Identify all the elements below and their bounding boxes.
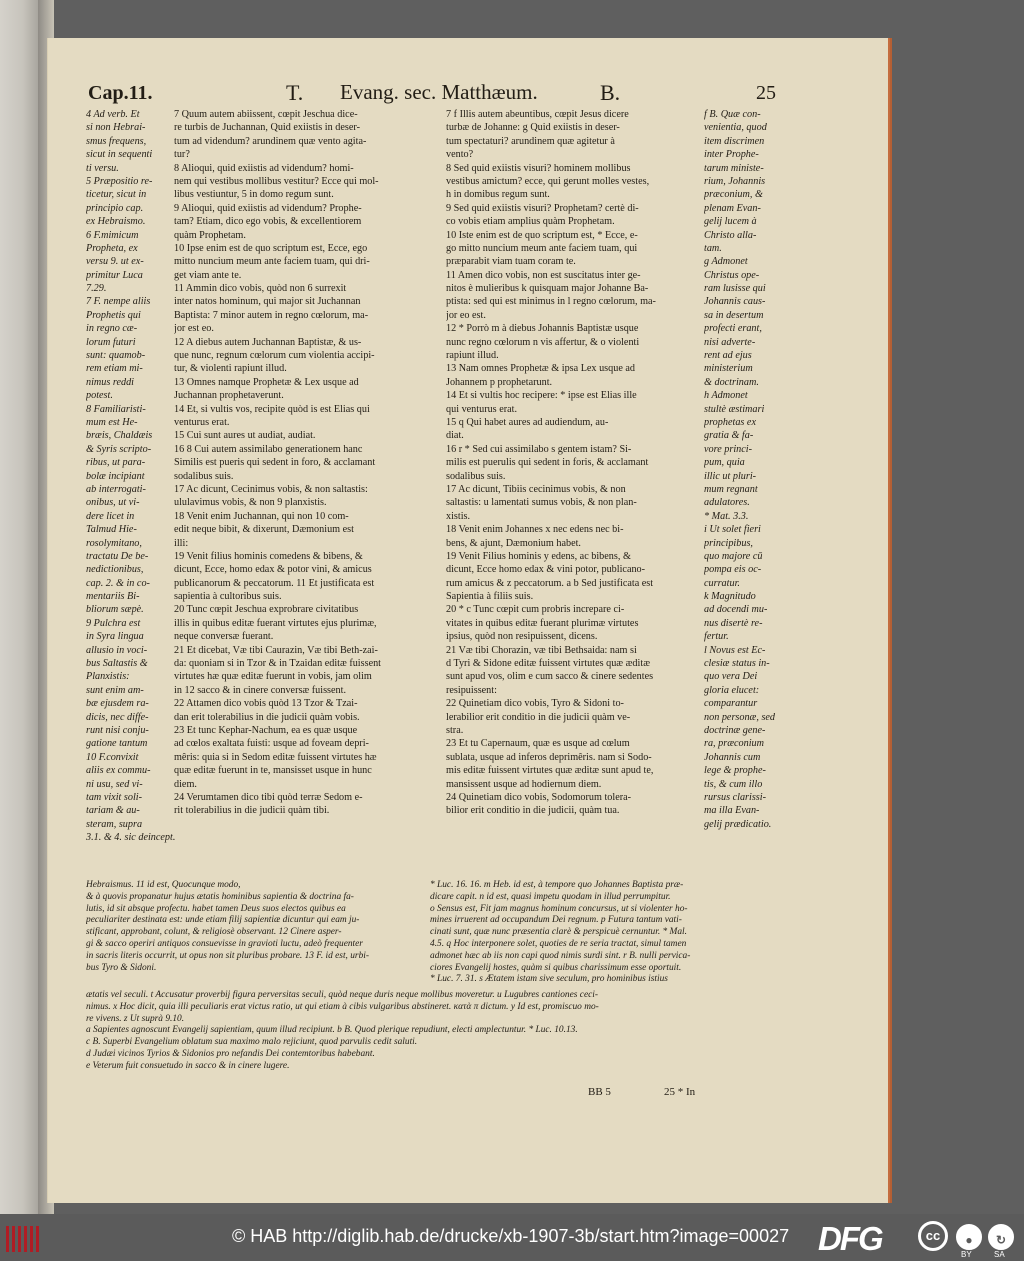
- margin-note-line: Johannis cum: [704, 751, 761, 763]
- margin-note-line: 5 Præpositio re-: [86, 175, 153, 187]
- text-line: 9 Alioqui, quid exiistis ad videndum? Prophe-: [174, 202, 362, 214]
- footnote-line: & à quovis propanatur hujus ætatis hominibus sapientia & doctrina fa-: [86, 891, 354, 902]
- running-head-right-letter: B.: [600, 80, 621, 105]
- text-line: vestibus amictum? ecce, qui gerunt molles vestes,: [446, 175, 650, 187]
- text-line: turbæ de Johanne: g Quid exiistis in deser-: [446, 122, 620, 134]
- text-line: illi:: [174, 537, 189, 549]
- text-line: inter natos hominum, qui major sit Juchannan: [174, 296, 361, 308]
- margin-note-line: tis, & cum illo: [704, 778, 763, 790]
- margin-note-line: in regno cæ-: [86, 323, 138, 335]
- text-line: tum spectaturi? arundinem quæ agitetur à: [446, 135, 615, 147]
- text-line: sublata, usque ad inferos deprimêris. nam si Sodo-: [446, 751, 652, 763]
- text-line: neque conversæ fuerant.: [174, 631, 274, 643]
- margin-note-line: Christo alla-: [704, 229, 757, 241]
- margin-note-line: nimus reddi: [86, 376, 135, 388]
- margin-note-line: vore princi-: [704, 443, 752, 455]
- margin-note-line: pum, quia: [704, 457, 745, 469]
- margin-note-line: si non Hebrai-: [86, 122, 146, 134]
- margin-note-line: inter Prophe-: [704, 149, 759, 161]
- text-line: 19 Venit filius hominis comedens & bibens, &: [174, 550, 363, 562]
- margin-note-line: fertur.: [704, 631, 729, 643]
- margin-note-line: sunt: quamob-: [86, 350, 146, 362]
- footnotes-left: [86, 880, 452, 974]
- margin-note-line: f B. Quæ con-: [704, 109, 761, 120]
- text-line: d Tyri & Sidone editæ fuissent virtutes quæ æditæ: [446, 658, 650, 670]
- margin-note-line: nus disertè re-: [704, 617, 763, 629]
- margin-note-line: rursus clarissi-: [704, 791, 766, 803]
- margin-note-line: item discrimen: [704, 135, 765, 147]
- margin-note-line: primitur Luca: [86, 269, 143, 281]
- text-line: nitos è mulieribus k quisquam major Johanne Ba-: [446, 283, 649, 295]
- text-line: 8 Sed quid exiistis visuri? hominem mollibus: [446, 162, 631, 174]
- text-line: 13 Omnes namque Prophetæ & Lex usque ad: [174, 376, 359, 388]
- running-head-title: Evang. sec. Matthæum.: [340, 80, 538, 104]
- text-line: go mitto nuncium meum ante faciem tuam, qui: [446, 242, 638, 254]
- footnote-line: nimus. x Hoc dicit, quia illi peculiaris erat victus ratio, ut qui etiam à cibis vulgaribus abstineret. κατὰ π dictum. y Id est, promiscuo mo-: [86, 1001, 599, 1012]
- margin-note-line: runt nisi conju-: [86, 724, 149, 736]
- margin-note-line: nisi adverte-: [704, 336, 756, 348]
- left-margin-notes: [86, 108, 178, 844]
- page-number: 25: [756, 82, 776, 104]
- margin-note-line: ministerium: [704, 363, 753, 375]
- text-line: ad cœlos exaltata fuisti: usque ad foveam depri-: [174, 738, 369, 750]
- footnote-line: peculiariter destinata est: unde etiam filij sapientiæ dicuntur qui eam ju-: [86, 915, 360, 926]
- text-line: stra.: [446, 724, 464, 736]
- text-line: tur, & violenti rapiunt illud.: [174, 363, 287, 375]
- margin-note-line: ex Hebraismo.: [86, 216, 146, 228]
- text-line: co vobis etiam amplius quàm Prophetam.: [446, 216, 615, 228]
- margin-note-line: 4 Ad verb. Et: [86, 109, 140, 120]
- text-line: resipuissent:: [446, 684, 497, 696]
- text-line: tur?: [174, 149, 190, 161]
- margin-note-line: 6 F.mimicum: [86, 229, 139, 241]
- margin-note-line: 9 Pulchra est: [86, 617, 141, 629]
- margin-note-line: dicis, nec diffe-: [86, 711, 149, 723]
- text-line: Johannem p prophetarunt.: [446, 376, 553, 388]
- margin-note-line: rium, Johannis: [704, 175, 766, 187]
- footnote-line: * Luc. 16. 16. m Heb. id est, à tempore quo Johannes Baptista præ-: [430, 880, 684, 890]
- text-line: dan erit tolerabilius in die judicii quàm vobis.: [174, 711, 360, 723]
- text-line: 17 Ac dicunt, Tibiis cecinimus vobis, & non: [446, 483, 626, 495]
- text-line: jor est eo.: [174, 323, 214, 335]
- footer-bar: [0, 1214, 1024, 1261]
- text-line: 23 Et tunc Kephar-Nachum, ea es quæ usque: [174, 724, 358, 736]
- text-line: rit tolerabilius in die judicii quàm tibi.: [174, 805, 330, 817]
- margin-note-line: tariam & au-: [86, 805, 140, 817]
- footnote-line: cinati sunt, quæ nunc præsentia clarè & perspicuè cernuntur. * Mal.: [430, 927, 688, 938]
- text-line: 11 Ammin dico vobis, quòd non 6 surrexit: [174, 283, 347, 295]
- text-line: 10 Ipse enim est de quo scriptum est, Ecce, ego: [174, 242, 368, 254]
- text-line: mansissent usque ad hodiernum diem.: [446, 778, 602, 790]
- text-line: ipsius, quòd non resipuissent, dicens.: [446, 631, 598, 643]
- share-alike-icon: ↻: [988, 1224, 1014, 1250]
- margin-note-line: mum est He-: [86, 416, 138, 428]
- text-line: get viam ante te.: [174, 269, 242, 281]
- margin-note-line: bræis, Chaldæis: [86, 430, 153, 442]
- catchword: 25 * In: [664, 1086, 696, 1098]
- margin-note-line: potest.: [86, 390, 113, 402]
- margin-note-line: ra, præconium: [704, 738, 764, 750]
- creative-commons-icon: cc: [918, 1221, 948, 1251]
- footnote-line: re vivens. z Ut suprà 9.10.: [86, 1013, 185, 1024]
- text-line: virtutes hæ quæ editæ fuerunt in vobis, jam olim: [174, 671, 372, 683]
- margin-note-line: 8 Familiaristi-: [86, 403, 146, 415]
- margin-note-line: bolæ incipiant: [86, 470, 145, 482]
- margin-note-line: quo majore cū: [704, 550, 763, 562]
- text-line: quæ editæ fuerunt in te, mansisset usque in hunc: [174, 765, 372, 777]
- text-line: 16 r * Sed cui assimilabo s gentem istam? Si-: [446, 443, 632, 455]
- hab-logo-icon: [6, 1226, 46, 1252]
- margin-note-line: smus frequens,: [86, 135, 147, 147]
- footnote-line: ciores Evangelij hostes, quàm si quibus charissimum esse oportuit.: [430, 962, 682, 973]
- text-line: 17 Ac dicunt, Cecinimus vobis, & non saltastis:: [174, 483, 368, 495]
- footnote-line: admonet hæc ab iis non capi quod nimis surdi sint. r B. nulli pervica-: [430, 950, 691, 961]
- text-line: jor eo est.: [446, 309, 486, 321]
- footnote-line: mines irruerent ad occupandum Dei regnum. p Futura tantum vati-: [430, 915, 682, 926]
- margin-note-line: præconium, &: [704, 189, 763, 201]
- dfg-logo: DFG: [818, 1220, 882, 1257]
- margin-note-line: 10 F.convixit: [86, 751, 139, 763]
- margin-note-line: plenam Evan-: [704, 202, 761, 214]
- text-line: 12 * Porrò m à diebus Johannis Baptistæ usque: [446, 323, 639, 335]
- text-line: sunt apud vos, olim e cum sacco & cinere sedentes: [446, 671, 654, 683]
- text-line: dicunt, Ecce, homo edax & potor vini, & amicus: [174, 564, 372, 576]
- text-line: 12 A diebus autem Juchannan Baptistæ, & us-: [174, 336, 362, 348]
- margin-note-line: bus Saltastis &: [86, 658, 148, 670]
- margin-note-line: i Ut solet fieri: [704, 524, 761, 536]
- footnote-line: stificant, approbant, colunt, & religiosè observant. 12 Cinere asper-: [86, 927, 342, 938]
- text-line: 16 8 Cui autem assimilabo generationem hanc: [174, 443, 363, 455]
- text-line: Sapientia à filiis suis.: [446, 591, 534, 603]
- footnote-line: in sacris literis occurrit, ut opus non sit pluribus probare. 13 F. id est, urbi-: [86, 950, 369, 961]
- footnote-line: o Sensus est, Fit jam magnus hominum concursus, ut si violenter ho-: [430, 903, 688, 914]
- text-line: qui venturus erat.: [446, 403, 518, 415]
- margin-note-line: sunt enim am-: [86, 684, 144, 696]
- margin-note-line: principio cap.: [86, 202, 144, 214]
- margin-note-line: & doctrinam.: [704, 376, 759, 388]
- margin-note-line: Propheta, ex: [86, 242, 138, 254]
- text-line: dicunt, Ecce homo edax & vini potor, publicano-: [446, 564, 646, 576]
- previous-page-edge: [0, 0, 38, 1214]
- footnote-line: Hebraismus. 11 id est, Quocunque modo,: [86, 880, 241, 890]
- text-line: quàm Prophetam.: [174, 229, 246, 241]
- text-line: lerabilior erit conditio in die judicii quàm ve-: [446, 711, 631, 723]
- margin-note-line: gelij lucem à: [704, 216, 757, 228]
- footnotes-bottom: [86, 990, 846, 1073]
- text-line: 10 Iste enim est de quo scriptum est, * Ecce, e-: [446, 229, 638, 241]
- text-line: præparabit viam tuam coram te.: [446, 256, 576, 268]
- text-line: tam? Etiam, dico ego vobis, & excellentiorem: [174, 216, 362, 228]
- margin-note-line: Planxistis:: [86, 671, 130, 683]
- margin-note-line: ab interrogati-: [86, 483, 146, 495]
- text-line: vento?: [446, 149, 474, 161]
- by-attribution-icon: ●: [956, 1224, 982, 1250]
- text-line: 20 * c Tunc cœpit cum probris increpare ci-: [446, 604, 625, 616]
- footnote-line: e Veterum fuit consuetudo in sacco & in cinere lugere.: [86, 1060, 290, 1071]
- margin-note-line: lorum futuri: [86, 336, 136, 348]
- margin-note-line: ram lusisse qui: [704, 283, 766, 295]
- text-line: da: quoniam si in Tzor & in Tzaidan editæ fuissent: [174, 658, 382, 670]
- footnote-line: d Judæi vicinos Tyrios & Sidonios pro nefandis Dei contemtoribus habebant.: [86, 1048, 375, 1059]
- margin-note-line: venientia, quod: [704, 122, 767, 134]
- text-line: re turbis de Juchannan, Quid exiistis in deser-: [174, 122, 360, 134]
- chapter-heading: Cap.11.: [88, 82, 153, 104]
- footnote-line: * Luc. 7. 31. s Ætatem istam sive seculum, pro hominibus istius: [430, 974, 668, 985]
- margin-note-line: gelij prædicatio.: [704, 818, 772, 830]
- margin-note-line: l Novus est Ec-: [704, 644, 766, 656]
- text-line: sodalibus suis.: [174, 470, 234, 482]
- text-line: diat.: [446, 430, 464, 442]
- text-line: 19 Venit Filius hominis y edens, ac bibens, &: [446, 550, 631, 562]
- footnote-line: c B. Superbi Evangelium oblatum sua maximo malo rejiciunt, quod parvulis cedit saluti.: [86, 1037, 418, 1048]
- text-line: 15 Cui sunt aures ut audiat, audiat.: [174, 430, 316, 442]
- margin-note-line: ribus, ut para-: [86, 457, 146, 469]
- margin-note-line: tam vixit soli-: [86, 791, 143, 803]
- margin-note-line: Christus ope-: [704, 269, 760, 281]
- margin-note-line: g Admonet: [704, 256, 748, 268]
- margin-note-line: tam.: [704, 242, 722, 254]
- margin-note-line: nedictionibus,: [86, 564, 144, 576]
- text-line: 9 Sed quid exiistis visuri? Prophetam? certè di-: [446, 202, 639, 214]
- margin-note-line: steram, supra: [86, 818, 143, 830]
- text-line: mis editæ fuissent virtutes quæ æditæ sunt apud te,: [446, 765, 654, 777]
- margin-note-line: adulatores.: [704, 497, 750, 509]
- margin-note-line: quo vera Dei: [704, 671, 758, 683]
- margin-note-line: sa in desertum: [704, 309, 764, 321]
- margin-note-line: principibus,: [704, 537, 753, 549]
- margin-note-line: Johannis caus-: [704, 296, 766, 308]
- margin-note-line: doctrinæ gene-: [704, 724, 766, 736]
- margin-note-line: 7 F. nempe aliis: [86, 296, 151, 308]
- text-line: ptista: sed qui est minimus in l regno cœlorum, ma-: [446, 296, 656, 308]
- text-line: 18 Venit enim Johannes x nec edens nec bi-: [446, 524, 624, 536]
- text-line: 24 Quinetiam dico vobis, Sodomorum tolera-: [446, 791, 632, 803]
- margin-note-line: tarum ministe-: [704, 162, 764, 174]
- footnote-line: dicare capit. n id est, quasi impetu quodam in illud perrumpitur.: [430, 891, 671, 902]
- text-line: 20 Tunc cœpit Jeschua exprobrare civitatibus: [174, 604, 359, 616]
- margin-note-line: ma illa Evan-: [704, 805, 760, 817]
- margin-note-line: illic ut pluri-: [704, 470, 757, 482]
- text-line: h in domibus regum sunt.: [446, 189, 550, 201]
- text-line: milis est puerulis qui sedent in foris, & acclamant: [446, 457, 649, 469]
- text-line: 15 q Qui habet aures ad audiendum, au-: [446, 416, 609, 428]
- text-line: 8 Alioqui, quid exiistis ad videndum? homi-: [174, 162, 354, 174]
- text-line: libus vestiuntur, 5 in domo regum sunt.: [174, 189, 334, 201]
- text-line: 21 Et dicebat, Væ tibi Caurazin, Væ tibi Beth-zai-: [174, 644, 378, 656]
- margin-note-line: k Magnitudo: [704, 591, 756, 603]
- text-line: nem qui vestibus mollibus vestitur? Ecce qui mol-: [174, 175, 379, 187]
- text-line: sapientia à cultoribus suis.: [174, 591, 282, 603]
- text-line: vitates in quibus editæ fuerant plurimæ virtutes: [446, 617, 639, 629]
- sa-label: SA: [994, 1250, 1005, 1259]
- footnote-line: 4.5. q Hoc interponere solet, quoties de re seria tractat, simul tamen: [430, 938, 687, 949]
- margin-note-line: 7.29.: [86, 283, 107, 295]
- text-line: nunc regno cœlorum n vis affertur, & o violenti: [446, 336, 640, 348]
- text-line: ululavimus vobis, & non 9 planxistis.: [174, 497, 327, 509]
- footnote-line: bus Tyro & Sidoni.: [86, 962, 157, 973]
- margin-note-line: sicut in sequenti: [86, 149, 153, 161]
- text-line: 14 Et, si vultis vos, recipite quòd is est Elias qui: [174, 403, 370, 415]
- text-line: Baptista: 7 minor autem in regno cœlorum, ma-: [174, 309, 369, 321]
- footnote-line: gi & sacco operiri antiquos consuevisse in gravioti luctu, adeò frequenter: [86, 938, 363, 949]
- text-line: que nunc, regnum cœlorum cum violentia accipi-: [174, 350, 375, 362]
- text-line: tum ad videndum? arundinem quæ vento agita-: [174, 135, 367, 147]
- margin-note-line: ni usu, sed vi-: [86, 778, 143, 790]
- text-line: publicanorum & peccatorum. 11 Et justificata est: [174, 577, 375, 589]
- footnote-line: a Sapientes agnoscunt Evangelij sapientiam, quum illud recipiunt. b B. Quod plerique repudiunt, electi amplectuntur. * Luc. 10.13.: [86, 1025, 578, 1036]
- text-line: edit neque bibit, & dixerunt, Dæmonium est: [174, 524, 354, 536]
- margin-note-line: prophetas ex: [704, 416, 756, 428]
- margin-note-line: h Admonet: [704, 390, 748, 402]
- margin-note-line: versu 9. ut ex-: [86, 256, 144, 268]
- text-line: Similis est pueris qui sedent in foro, & acclamant: [174, 457, 376, 469]
- margin-note-line: Talmud Hie-: [86, 524, 137, 536]
- margin-note-line: aliis ex commu-: [86, 765, 151, 777]
- margin-note-line: ad docendi mu-: [704, 604, 768, 616]
- margin-note-line: clesiæ status in-: [704, 658, 770, 670]
- text-line: bilior erit conditio in die judicii, quàm tua.: [446, 805, 620, 817]
- margin-note-line: non personæ, sed: [704, 711, 776, 723]
- margin-note-line: ticetur, sicut in: [86, 189, 147, 201]
- footnote-line: lutis, id sit absque profectu. habet tamen Deus suos electos quibus ea: [86, 903, 346, 914]
- signature-mark: BB 5: [588, 1086, 611, 1098]
- text-line: rapiunt illud.: [446, 350, 499, 362]
- right-margin-notes: [704, 108, 798, 831]
- text-line: sodalibus suis.: [446, 470, 506, 482]
- text-line: mêris: quia si in Sedom editæ fuissent virtutes hæ: [174, 751, 377, 763]
- text-line: illis in quibus editæ fuerant virtutes ejus plurimæ,: [174, 617, 377, 629]
- margin-note-line: curratur.: [704, 577, 740, 589]
- margin-note-line: profecti erant,: [704, 323, 762, 335]
- text-line: 7 Quum autem abiissent, cœpit Jeschua dice-: [174, 109, 358, 120]
- column-tremellius: [174, 108, 442, 818]
- running-head-left-letter: T.: [286, 80, 304, 105]
- book-page: [48, 38, 888, 1203]
- margin-note-line: gloria elucet:: [704, 684, 760, 696]
- margin-note-line: gratia & fa-: [704, 430, 754, 442]
- margin-note-line: cap. 2. & in co-: [86, 577, 150, 589]
- margin-note-line: 3.1. & 4. sic deincept.: [86, 832, 176, 844]
- margin-note-line: Prophetis qui: [86, 309, 141, 321]
- text-line: 18 Venit enim Juchannan, qui non 10 com-: [174, 510, 349, 522]
- text-line: rum amicus & z peccatorum. a b Sed justificata est: [446, 577, 654, 589]
- footnotes-right: [430, 880, 814, 986]
- text-line: 13 Nam omnes Prophetæ & ipsa Lex usque ad: [446, 363, 636, 375]
- text-line: 22 Attamen dico vobis quòd 13 Tzor & Tzai-: [174, 698, 358, 710]
- margin-note-line: stultè æstimari: [704, 403, 765, 415]
- margin-note-line: ti versu.: [86, 162, 119, 174]
- margin-note-line: mentariis Bi-: [86, 591, 140, 603]
- text-line: venturus erat.: [174, 416, 230, 428]
- by-label: BY: [961, 1250, 972, 1259]
- text-line: bens, & ajunt, Dæmonium habet.: [446, 537, 581, 549]
- margin-note-line: bæ ejusdem ra-: [86, 698, 149, 710]
- text-line: 7 f Illis autem abeuntibus, cœpit Jesus dicere: [446, 109, 629, 120]
- text-line: 22 Quinetiam dico vobis, Tyro & Sidoni to-: [446, 698, 624, 710]
- text-line: 14 Et si vultis hoc recipere: * ipse est Elias ille: [446, 390, 637, 402]
- margin-note-line: dere licet in: [86, 510, 135, 522]
- margin-note-line: & Syris scripto-: [86, 443, 152, 455]
- copyright-link[interactable]: © HAB http://diglib.hab.de/drucke/xb-1907-3b/start.htm?image=00027: [232, 1226, 790, 1246]
- margin-note-line: pompa eis oc-: [704, 564, 762, 576]
- text-line: diem.: [174, 778, 197, 790]
- margin-note-line: mum regnant: [704, 483, 758, 495]
- text-line: saltastis: u lamentati sumus vobis, & non plan-: [446, 497, 637, 509]
- margin-note-line: bliorum sæpè.: [86, 604, 144, 616]
- margin-note-line: * Mat. 3.3.: [704, 510, 749, 522]
- text-line: 11 Amen dico vobis, non est suscitatus inter ge-: [446, 269, 641, 281]
- column-beza: [446, 108, 708, 818]
- text-line: 23 Et tu Capernaum, quæ es usque ad cœlum: [446, 738, 630, 750]
- text-line: xistis.: [446, 510, 471, 522]
- footnote-line: ætatis vel seculi. t Accusatur proverbij figura perversitas seculi, quòd neque duris neque mollibus moveretur. u Lugubres cantiones ceci-: [86, 990, 598, 1000]
- margin-note-line: gatione tantum: [86, 738, 148, 750]
- margin-note-line: rent ad ejus: [704, 350, 752, 362]
- margin-note-line: tractatu De be-: [86, 550, 149, 562]
- margin-note-line: allusio in voci-: [86, 644, 148, 656]
- text-line: mitto nuncium meum ante faciem tuam, qui dri-: [174, 256, 370, 268]
- margin-note-line: lege & prophe-: [704, 765, 766, 777]
- margin-note-line: comparantur: [704, 698, 758, 710]
- margin-note-line: onibus, ut vi-: [86, 497, 140, 509]
- text-line: Juchannan prophetaverunt.: [174, 390, 284, 402]
- text-line: in 12 sacco & in cinere conversæ fuissent.: [174, 684, 347, 696]
- text-line: 24 Verumtamen dico tibi quòd terræ Sedom e-: [174, 791, 363, 803]
- margin-note-line: rem etiam mi-: [86, 363, 143, 375]
- margin-note-line: rosolymitano,: [86, 537, 142, 549]
- margin-note-line: in Syra lingua: [86, 631, 144, 643]
- text-line: 21 Væ tibi Chorazin, væ tibi Bethsaida: nam si: [446, 644, 637, 656]
